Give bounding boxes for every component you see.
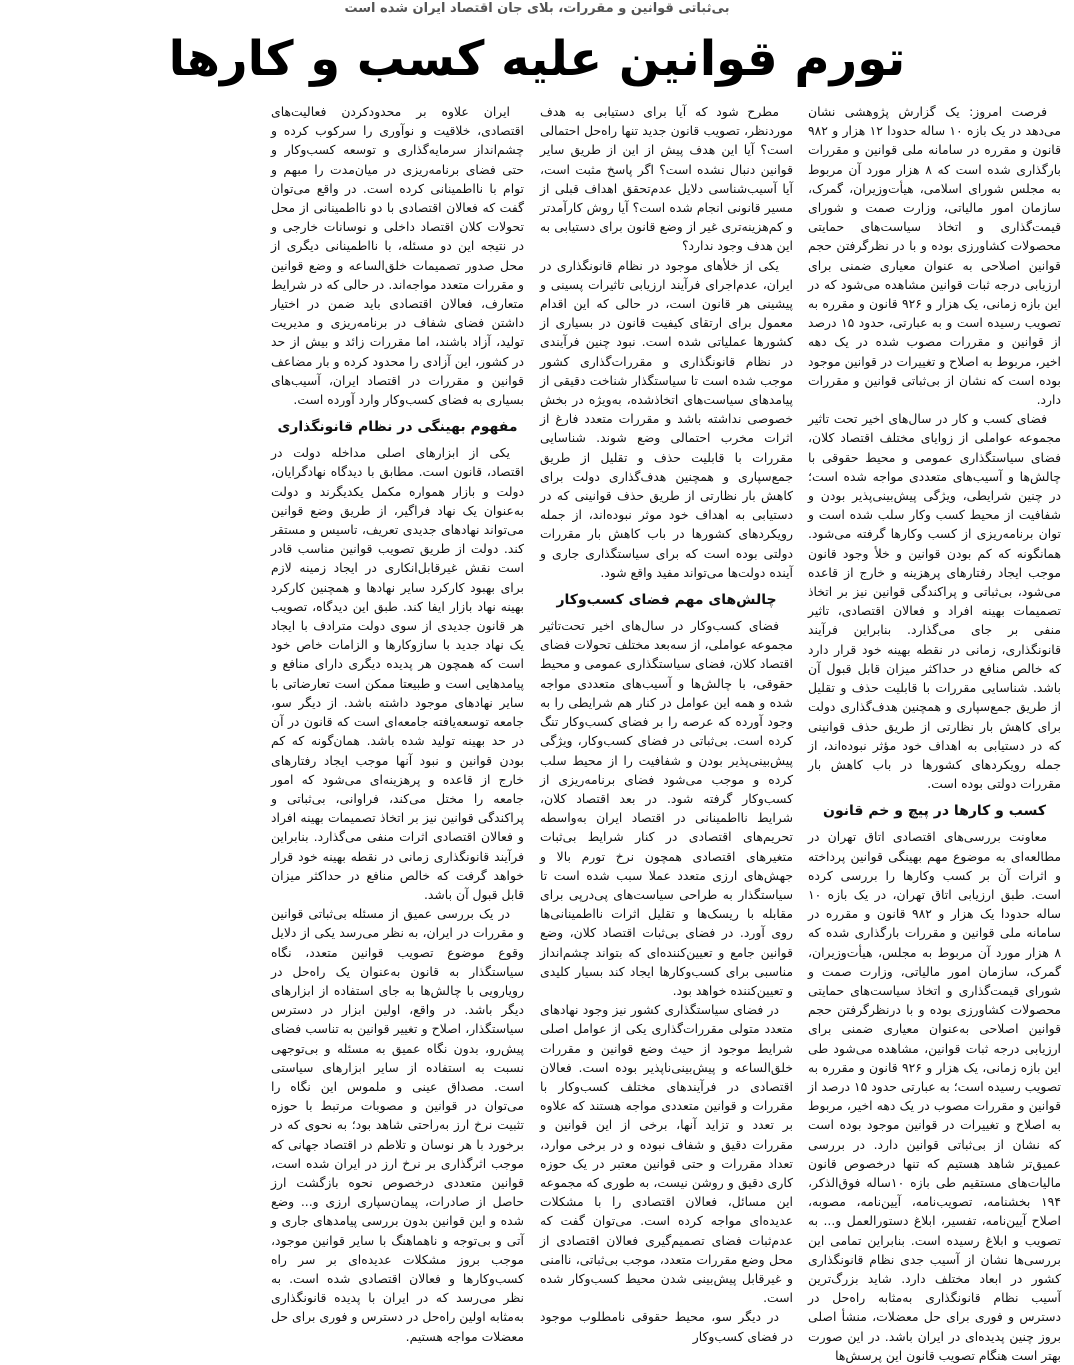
paragraph: معاونت بررسی‌های اقتصادی اتاق تهران در مطالعه‌ای به موضوع مهم بهینگی قوانین پرداخته و اثرات آن بر کسب وکارها را بررسی کرده است. طبق ارزیابی اتاق تهران، در یک بازه ۱۰ ساله حدودا یک هزار و ۹۸۲ قانون و مقرره در سامانه ملی قوانین و مقررات بارگذاری شده که ۸ هزار مورد آن مربوط به مجلس، هیأت‌وزیران، گمرک، سازمان امور مالیاتی، وزارت صمت و شورای قیمت‌گذاری و اتخاذ سیاست‌های حمایتی محصولات کشاورزی بوده و با درنظرگرفتن حجم قوانین اصلاحی به‌عنوان معیاری ضمنی برای ارزیابی درجه ثبات قوانین، مشاهده می‌شود طی این بازه زمانی، یک هزار و ۹۲۶ قانون و مقرره به تصویب رسیده است؛ به عبارتی حدود ۱۵ درصد از قوانین و مقررات مصوب در یک دهه اخیر، مربوط به اصلاح و تغییرات در قوانین موجود بوده است که نشان از بی‌ثباتی قوانین دارد. در بررسی عمیق‌تر شاهد هستیم که تنها درخصوص قانون مالیات‌های مستقیم طی بازه ۱۰ساله فوق‌الذکر، ۱۹۴ بخشنامه، تصویب‌نامه، آیین‌نامه، مصوبه، اصلاح آیین‌نامه، تفسیر، ابلاغ دستورالعمل و... به تصویب و ابلاغ رسیده است. بنابراین تمامی این بررسی‌ها نشان از آسیب جدی نظام قانونگذاری کشور در ابعاد مختلف دارد. شاید بزرگ‌ترین آسیب نظام قانونگذاری به‌مثابه راه‌حل در دسترس و فوری برای حل معضلات، منشأ اصلی بروز چنین پدیده‌ای در ایران باشد. در این صورت بهتر است هنگام تصویب قانون این پرسش‌ها [808, 829, 1061, 1363]
paragraph: در دیگر سو، محیط حقوقی نامطلوب موجود در فضای کسب‌وکار [540, 1309, 793, 1344]
headline: تورم قوانین علیه کسب و کارها [168, 31, 906, 87]
article-column-4 [4, 102, 257, 950]
paragraph: فضای کسب و کار در سال‌های اخیر تحت تاثیر مجموعه عواملی از زوایای مختلف اقتصاد کلان، فضای سیاستگذاری عمومی و محیط حقوقی با چالش‌ها و آسیب‌های متعددی مواجه شده است؛ در چنین شرایطی، ویژگی پیش‌بینی‌پذیر بودن و شفافیت از محیط کسب وکار سلب شده است و توان برنامه‌ریزی از کسب وکارها گرفته می‌شود. همانگونه که کم بودن قوانین و خلأ وجود قانون موجب ایجاد رفتارهای پرهزینه و خارج از قاعده می‌شود، بی‌ثباتی و پراکندگی قوانین نیز بر اتخاذ تصمیمات بهینه افراد و فعالان اقتصادی، تاثیر منفی بر جای می‌گذارد. بنابراین فرآیند قانونگذاری، زمانی در نقطه بهینه خود قرار دارد که خالص منافع در حداکثر میزان قابل قبول آن باشد. شناسایی مقررات با قابلیت حذف و تقلیل از طریق جمع‌سپاری و همچنین هدف‌گذاری دولت برای کاهش بار نظارتی از طریق حذف قوانینی که در دستیابی به اهداف خود مؤثر نبوده‌اند، از جمله رویکردهای کشورها در باب کاهش بار مقررات دولتی بوده است. [808, 411, 1061, 792]
article-column-2 [540, 102, 793, 1344]
paragraph: یکی از خلأهای موجود در نظام قانونگذاری در ایران، عدم‌اجرای فرآیند ارزیابی تاثیرات پسینی و پیشینی هر قانون است، در حالی که این اقدام معمول برای ارتقای کیفیت قانون در بسیاری از کشورها عملیاتی شده است. نبود چنین فرآیندی در نظام قانونگذاری و مقررات‌گذاری کشور موجب شده است تا سیاستگذار شناخت دقیقی از پیامدهای سیاست‌های اتخاذشده، به‌ویژه در بخش خصوصی نداشته باشد و مقررات متعدد فارغ از اثرات مخرب احتمالی وضع شوند. شناسایی مقررات با قابلیت حذف و تقلیل از طریق جمع‌سپاری و همچنین هدف‌گذاری دولت برای کاهش بار نظارتی از طریق حذف قوانینی که در دستیابی به اهداف خود موثر نبوده‌اند، از جمله رویکردهای کشورها در باب کاهش بار مقررات دولتی بوده است که برای سیاستگذاری جاری و آینده دولت‌ها می‌تواند مفید واقع شود. [540, 257, 793, 580]
kicker-line: بی‌ثباتی قوانین و مقررات، بلای جان اقتصاد ایران شده است [344, 1, 730, 16]
section-heading: چالش‌های مهم فضای کسب‌وکار [556, 592, 777, 609]
section-heading: مفهوم بهینگی در نظام قانونگذاری [277, 419, 518, 436]
paragraph: در فضای سیاستگذاری کشور نیز وجود نهادهای متعدد متولی مقررات‌گذاری یکی از عوامل اصلی شرایط موجود از حیث وضع قوانین و مقررات خلق‌الساعه و پیش‌بینی‌ناپذیر بوده است. فعالان اقتصادی در فرآیندهای مختلف کسب‌وکار با مقررات و قوانین متعددی مواجه هستند که علاوه بر تعدد و تزاید آنها، برخی از این قوانین و مقررات دقیق و شفاف نبوده و در برخی موارد، تعداد مقررات و حتی قوانین معتبر در یک حوزه کاری دقیق و روشن نیست، به طوری که مجموعه این مسائل، فعالان اقتصادی را با مشکلات عدیده‌ای مواجه کرده است. می‌توان گفت که عدم‌ثبات فضای تصمیم‌گیری فعالان اقتصادی از محل وضع مقررات متعدد، موجب بی‌ثباتی، ناامنی و غیرقابل پیش‌بینی شدن محیط کسب‌وکار شده است. [540, 1002, 793, 1306]
paragraph: ایران علاوه بر محدودکردن فعالیت‌های اقتصادی، خلاقیت و نوآوری را سرکوب کرده و چشم‌انداز سرمایه‌گذاری و توسعه کسب‌وکار و حتی فضای برنامه‌ریزی در میان‌مدت را مبهم و توام با نااطمینانی کرده است. در واقع می‌توان گفت که فعالان اقتصادی با دو نااطمینانی از محل تحولات کلان اقتصاد داخلی و نوسانات خارجی و در نتیجه این دو مسئله، با نااطمینانی دیگری از محل صدور تصمیمات خلق‌الساعه و وضع قوانین و مقررات متعدد مواجه‌اند. در حالی که در شرایط متعارف، فعالان اقتصادی باید ضمن در اختیار داشتن فضای شفاف در برنامه‌ریزی و مدیریت تولید، آزاد باشند، اما مقررات زائد و بیش از حد در کشور، این آزادی را محدود کرده و بار مضاعف قوانین و مقررات در اقتصاد ایران، آسیب‌های بسیاری به فضای کسب‌وکار وارد آورده است. [271, 104, 524, 408]
paragraph: فرصت امروز: یک گزارش پژوهشی نشان می‌دهد در یک بازه ۱۰ ساله حدودا ۱۲ هزار و ۹۸۲ قانون و مقرره در سامانه ملی قوانین و مقررات بارگذاری شده است که ۸ هزار مورد آن مربوط به مجلس شورای اسلامی، هیأت‌وزیران، گمرک، سازمان امور مالیاتی، وزارت صمت و شورای قیمت‌گذاری و اتخاذ سیاست‌های حمایتی محصولات کشاورزی بوده و با در نظرگرفتن حجم قوانین اصلاحی به عنوان معیاری ضمنی برای ارزیابی درجه ثبات قوانین مشاهده می‌شود که در این بازه زمانی، یک هزار و ۹۲۶ قانون و مقرره به تصویب رسیده است و به عبارتی، حدود ۱۵ درصد از قوانین و مقررات مصوب شده در یک دهه اخیر، مربوط به اصلاح و تغییرات در قوانین موجود بوده است که نشان از بی‌ثباتی قوانین و مقررات دارد. [808, 104, 1062, 408]
paragraph: مطرح شود که آیا برای دستیابی به هدف موردنظر، تصویب قانون جدید تنها راه‌حل احتمالی است؟ آیا این هدف پیش از این از طریق سایر قوانین دنبال نشده است؟ اگر پاسخ مثبت است، آیا آسیب‌شناسی دلایل عدم‌تحقق اهداف قبلی از مسیر قانونی انجام شده است؟ آیا روش کارآمدتر و کم‌هزینه‌تری غیر از وضع قانون برای دستیابی به این هدف وجود ندارد؟ [540, 104, 793, 254]
paragraph: فضای کسب‌وکار در سال‌های اخیر تحت‌تاثیر مجموعه عواملی، از سه‌بعد مختلف تحولات فضای اقتصاد کلان، فضای سیاستگذاری عمومی و محیط حقوقی، با چالش‌ها و آسیب‌های متعددی مواجه شده و همه این عوامل در کنار هم شرایطی را به وجود آورده که عرصه را بر فضای کسب‌وکار تنگ کرده است. بی‌ثباتی در فضای کسب‌وکار، ویژگی پیش‌بینی‌پذیر بودن و شفافیت را از محیط سلب کرده و موجب می‌شود فضای برنامه‌ریزی از کسب‌وکار گرفته شود. در بعد اقتصاد کلان، شرایط نااطمینانی در اقتصاد ایران به‌واسطه تحریم‌های اقتصادی در کنار شرایط بی‌ثبات متغیرهای اقتصادی همچون نرخ تورم بالا و جهش‌های ارزی متعدد عملا سبب شده است تا سیاستگذار به طراحی سیاست‌های پی‌درپی برای مقابله با ریسک‌ها و تقلیل اثرات نااطمینانی‌ها روی آورد. در فضای بی‌ثبات اقتصاد کلان، وضع قوانین جامع و تعیین‌کننده‌ای که بتواند چشم‌انداز مناسبی برای کسب‌وکارها ایجاد کند بسیار کلیدی و تعیین‌کننده خواهد بود. [540, 618, 793, 998]
article-column-1 [808, 102, 1062, 1363]
section-heading: کسب و کارها در پیچ و خم قانون [823, 803, 1046, 820]
article-column-3 [271, 102, 524, 1344]
paragraph: در یک بررسی عمیق از مسئله بی‌ثباتی قوانین و مقررات در ایران، به نظر می‌رسد یکی از دلایل وقوع موضوع تصویب قوانین متعدد، نگاه سیاستگذار به قانون به‌عنوان یک راه‌حل در رویارویی با چالش‌ها به جای استفاده از ابزارهای دیگر باشد. در واقع، اولین ابزار در دسترس سیاستگذار، اصلاح و تغییر قوانین به تناسب فضای پیش‌رو، بدون نگاه عمیق به مسئله و بی‌توجهی نسبت به استفاده از سایر ابزارهای سیاستی است. مصداق عینی و ملموس این نگاه را می‌توان در قوانین و مصوبات مرتبط با حوزه تثبیت نرخ ارز به‌راحتی شاهد بود؛ به نحوی که در برخورد با هر نوسان و تلاطم در اقتصاد جهانی که موجب اثرگذاری بر نرخ ارز در ایران شده است، قوانین متعددی درخصوص نحوه بازگشت ارز حاصل از صادرات، پیمان‌سپاری ارزی و... وضع شده و این قوانین بدون بررسی پیامدهای جاری و آتی و بی‌توجه و ناهماهنگ با سایر قوانین موجود، موجب بروز مشکلات عدیده‌ای بر سر راه کسب‌وکارها و فعالان اقتصادی شده است. به نظر می‌رسد که در ایران با پدیده قانونگذاری به‌مثابه اولین راه‌حل در دسترس و فوری برای حل معضلات مواجه هستیم. [271, 906, 524, 1344]
paragraph: یکی از ابزارهای اصلی مداخله دولت در اقتصاد، قانون است. مطابق با دیدگاه نهادگرایان، دولت و بازار همواره مکمل یکدیگرند و دولت به‌عنوان یک نهاد فراگیر، از طریق وضع قوانین می‌تواند نهادهای جدیدی تعریف، تاسیس و مستقر کند. دولت از طریق تصویب قوانین مناسب قادر است نقش غیرقابل‌انکاری در ایجاد زمینه لازم برای بهبود کارکرد سایر نهادها و همچنین کارکرد بهینه نهاد بازار ایفا کند. طبق این دیدگاه، تصویب هر قانون جدیدی از سوی دولت مترادف با ایجاد یک نهاد جدید با سازوکارها و الزامات خاص خود است که همچون هر پدیده دیگری دارای منافع و پیامدهایی است و طبیعتا ممکن است تعارضاتی با سایر نهادهای موجود داشته باشد. از دیگر سو، جامعه توسعه‌یافته جامعه‌ای است که قانون در آن در حد بهینه تولید شده باشد. همان‌گونه که کم بودن قوانین و نبود آنها موجب ایجاد رفتارهای خارج از قاعده و پرهزینه‌ای می‌شود که امور جامعه را مختل می‌کند، فراوانی، بی‌ثباتی و پراکندگی قوانین نیز بر اتخاذ تصمیمات بهینه افراد و فعالان اقتصادی اثرات منفی می‌گذارد. بنابراین فرآیند قانونگذاری زمانی در نقطه بهینه خود قرار خواهد گرفت که خالص منافع در حداکثر میزان قابل قبول آن باشد. [271, 445, 524, 902]
